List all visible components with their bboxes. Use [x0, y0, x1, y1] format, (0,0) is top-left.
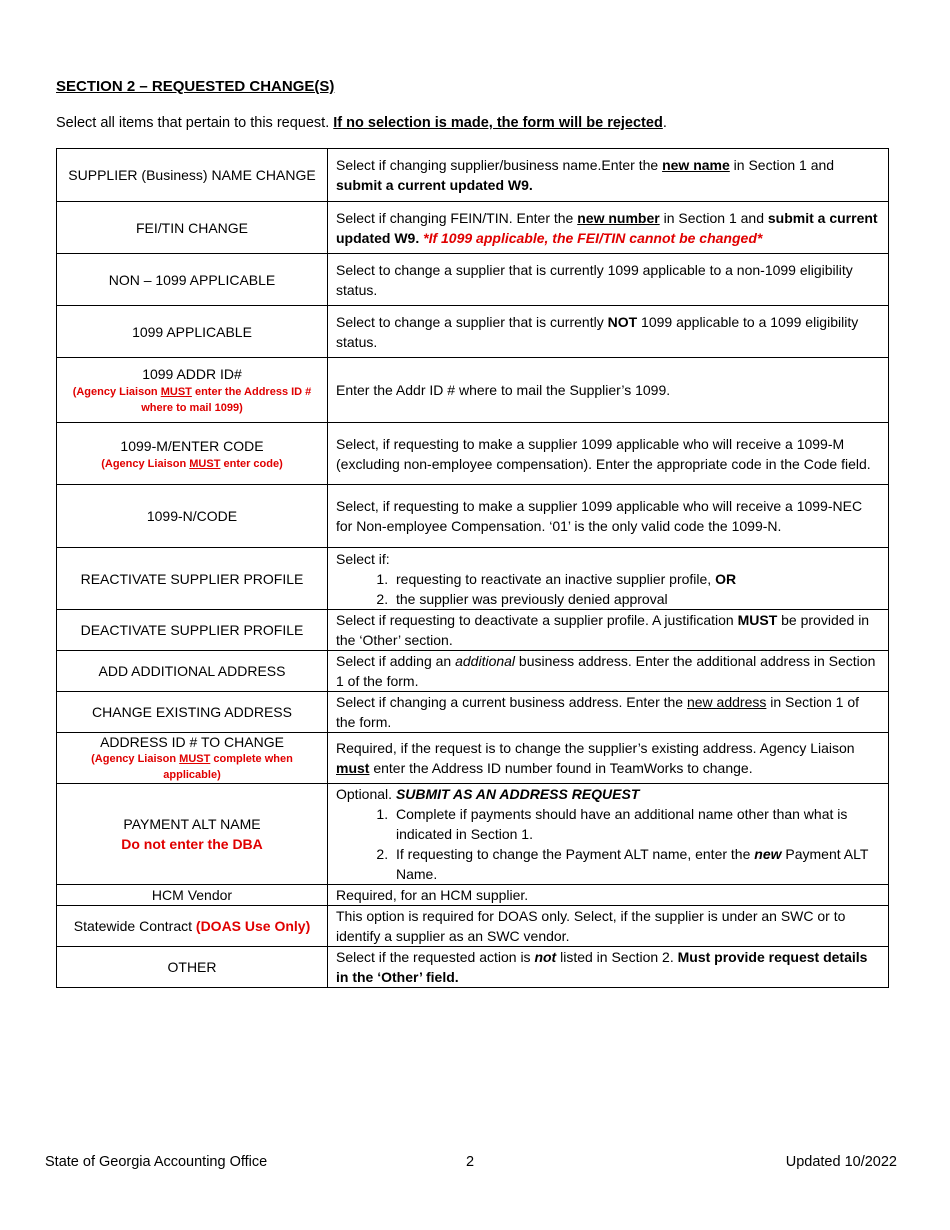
row-description: [328, 733, 889, 784]
table-row: [57, 306, 889, 358]
footer-office: State of Georgia Accounting Office: [45, 1154, 268, 1170]
table-row: [57, 651, 889, 692]
note-text: enter the Address ID # where to mail 1099): [141, 386, 312, 414]
desc-text: in Section 1 and: [659, 209, 768, 226]
doas-only-note: (DOAS Use Only): [195, 918, 311, 934]
row-label: OTHER: [57, 947, 328, 988]
row-label: FEI/TIN CHANGE: [57, 202, 328, 254]
desc-emphasis: submit a current updated W9.: [336, 177, 533, 193]
desc-text: listed in Section 2.: [556, 949, 678, 965]
row-label: [57, 423, 328, 485]
row-description: This option is required for DOAS only. Select, if the supplier is under an SWC or to identify a supplier as an SWC vendor.: [328, 906, 889, 947]
intro-plain: Select all items that pertain to this request.: [56, 115, 334, 131]
desc-text: in Section 1 and: [729, 157, 835, 173]
list-emphasis: OR: [715, 570, 737, 587]
intro-rejection-warning: If no selection is made, the form will be rejected: [333, 115, 663, 131]
label-note: [65, 384, 319, 416]
note-must: MUST: [160, 386, 192, 398]
row-label: REACTIVATE SUPPLIER PROFILE: [57, 548, 328, 610]
section-title: SECTION 2 – REQUESTED CHANGE(S): [56, 78, 335, 95]
label-note: [65, 456, 319, 472]
row-description: [328, 149, 889, 202]
footer-updated-date: Updated 10/2022: [785, 1154, 897, 1170]
row-description: [328, 306, 889, 358]
desc-emphasis: NOT: [607, 313, 638, 330]
table-row: [57, 202, 889, 254]
row-label: 1099 APPLICABLE: [57, 306, 328, 358]
intro-period: .: [662, 115, 667, 131]
label-text: ADDRESS ID # TO CHANGE: [100, 734, 284, 750]
list-text: requesting to reactivate an inactive supplier profile,: [396, 570, 716, 587]
note-text: enter code): [220, 457, 283, 470]
row-label: DEACTIVATE SUPPLIER PROFILE: [57, 610, 328, 651]
list-emphasis: new: [754, 846, 782, 862]
row-label: SUPPLIER (Business) NAME CHANGE: [57, 149, 328, 202]
row-description: Select, if requesting to make a supplier 1099 applicable who will receive a 1099-M (excluding non-employee compensation). Enter the appropriate code in the Code field.: [328, 423, 889, 485]
label-text: 1099-M/ENTER CODE: [120, 437, 264, 454]
list-text: Payment ALT Name.: [396, 846, 869, 882]
row-description: [328, 692, 889, 733]
table-row: [57, 149, 889, 202]
table-row: [57, 906, 889, 947]
label-text: Statewide Contract: [73, 918, 196, 934]
row-description: [328, 202, 889, 254]
desc-text: Select if requesting to deactivate a supplier profile. A justification: [336, 612, 738, 628]
desc-emphasis: Must provide request details in the ‘Other’ field.: [336, 949, 868, 985]
table-row: [57, 254, 889, 306]
note-text: complete when applicable): [163, 753, 293, 781]
desc-text: business address. Enter the additional address in Section 1 of the form.: [336, 653, 876, 689]
desc-emphasis: additional: [455, 653, 516, 669]
list-item: [392, 844, 880, 884]
requested-changes-table: [56, 148, 889, 988]
row-label: ADD ADDITIONAL ADDRESS: [57, 651, 328, 692]
row-label: [57, 784, 328, 885]
row-description: [328, 610, 889, 651]
note-must: MUST: [189, 457, 221, 470]
table-row: [57, 358, 889, 423]
desc-text: Required, if the request is to change the supplier’s existing address. Agency Liaison: [336, 740, 855, 756]
row-description: Select, if requesting to make a supplier 1099 applicable who will receive a 1099-NEC for Non-employee Compensation. ‘01’ is the only valid code the 1099-N.: [328, 485, 889, 548]
list-text: If requesting to change the Payment ALT name, enter the: [396, 846, 755, 862]
row-description: [328, 947, 889, 988]
intro-text: [56, 115, 667, 131]
label-text: PAYMENT ALT NAME: [123, 816, 261, 832]
desc-text: Select to change a supplier that is currently: [336, 313, 608, 330]
desc-emphasis: not: [534, 949, 557, 965]
table-row: [57, 692, 889, 733]
row-label: [57, 358, 328, 423]
row-description: [328, 784, 889, 885]
note-text: (Agency Liaison: [91, 753, 180, 765]
desc-emphasis: submit a current updated W9.: [336, 209, 878, 246]
desc-text: be provided in the ‘Other’ section.: [336, 612, 870, 648]
row-description: [328, 548, 889, 610]
table-row: [57, 947, 889, 988]
desc-emphasis: MUST: [737, 612, 778, 628]
label-note: [65, 751, 319, 783]
desc-text: Select if changing FEIN/TIN. Enter the: [336, 209, 578, 226]
desc-text: Select if the requested action is: [336, 949, 535, 965]
desc-emphasis: new address: [686, 694, 767, 710]
desc-text: Select if changing a current business address. Enter the: [336, 694, 687, 710]
fei-warning: *If 1099 applicable, the FEI/TIN cannot be changed*: [419, 229, 763, 246]
desc-emphasis: must: [336, 760, 370, 776]
desc-text: Select if adding an: [336, 653, 456, 669]
desc-text: Optional.: [336, 786, 396, 802]
table-row: [57, 485, 889, 548]
desc-emphasis: new number: [577, 209, 660, 226]
footer-page-number: 2: [466, 1154, 475, 1170]
row-description: Select to change a supplier that is currently 1099 applicable to a non-1099 eligibility status.: [328, 254, 889, 306]
row-label: CHANGE EXISTING ADDRESS: [57, 692, 328, 733]
row-label: HCM Vendor: [57, 885, 328, 906]
table-row: [57, 733, 889, 784]
note-text: (Agency Liaison: [101, 457, 190, 470]
table-row: [57, 885, 889, 906]
row-label: [57, 733, 328, 784]
list-item: [392, 569, 880, 589]
table-row: [57, 784, 889, 885]
dba-warning: Do not enter the DBA: [121, 836, 263, 852]
desc-emphasis: SUBMIT AS AN ADDRESS REQUEST: [395, 786, 640, 802]
note-must: MUST: [179, 753, 211, 765]
list-item: 1. Complete if payments should have an additional name other than what is indicated in Section 1.: [392, 804, 880, 844]
table-row: [57, 548, 889, 610]
row-label: NON – 1099 APPLICABLE: [57, 254, 328, 306]
list-item: 2. the supplier was previously denied approval: [392, 589, 880, 609]
row-description: Enter the Addr ID # where to mail the Supplier’s 1099.: [328, 358, 889, 423]
desc-text: enter the Address ID number found in TeamWorks to change.: [369, 760, 753, 776]
payment-alt-list: [336, 804, 880, 884]
table-row: [57, 610, 889, 651]
row-label: [57, 906, 328, 947]
desc-text: Select if:: [336, 550, 390, 567]
row-description: Required, for an HCM supplier.: [328, 885, 889, 906]
desc-emphasis: new name: [662, 157, 730, 173]
row-label: 1099-N/CODE: [57, 485, 328, 548]
note-text: (Agency Liaison: [72, 386, 161, 398]
desc-text: Select if changing supplier/business name.Enter the: [336, 157, 663, 173]
row-description: [328, 651, 889, 692]
table-row: [57, 423, 889, 485]
label-text: 1099 ADDR ID#: [142, 366, 242, 382]
reactivate-list: [336, 569, 880, 609]
desc-text: 1099 applicable to a 1099 eligibility status.: [336, 313, 859, 350]
desc-text: in Section 1 of the form.: [336, 694, 859, 730]
